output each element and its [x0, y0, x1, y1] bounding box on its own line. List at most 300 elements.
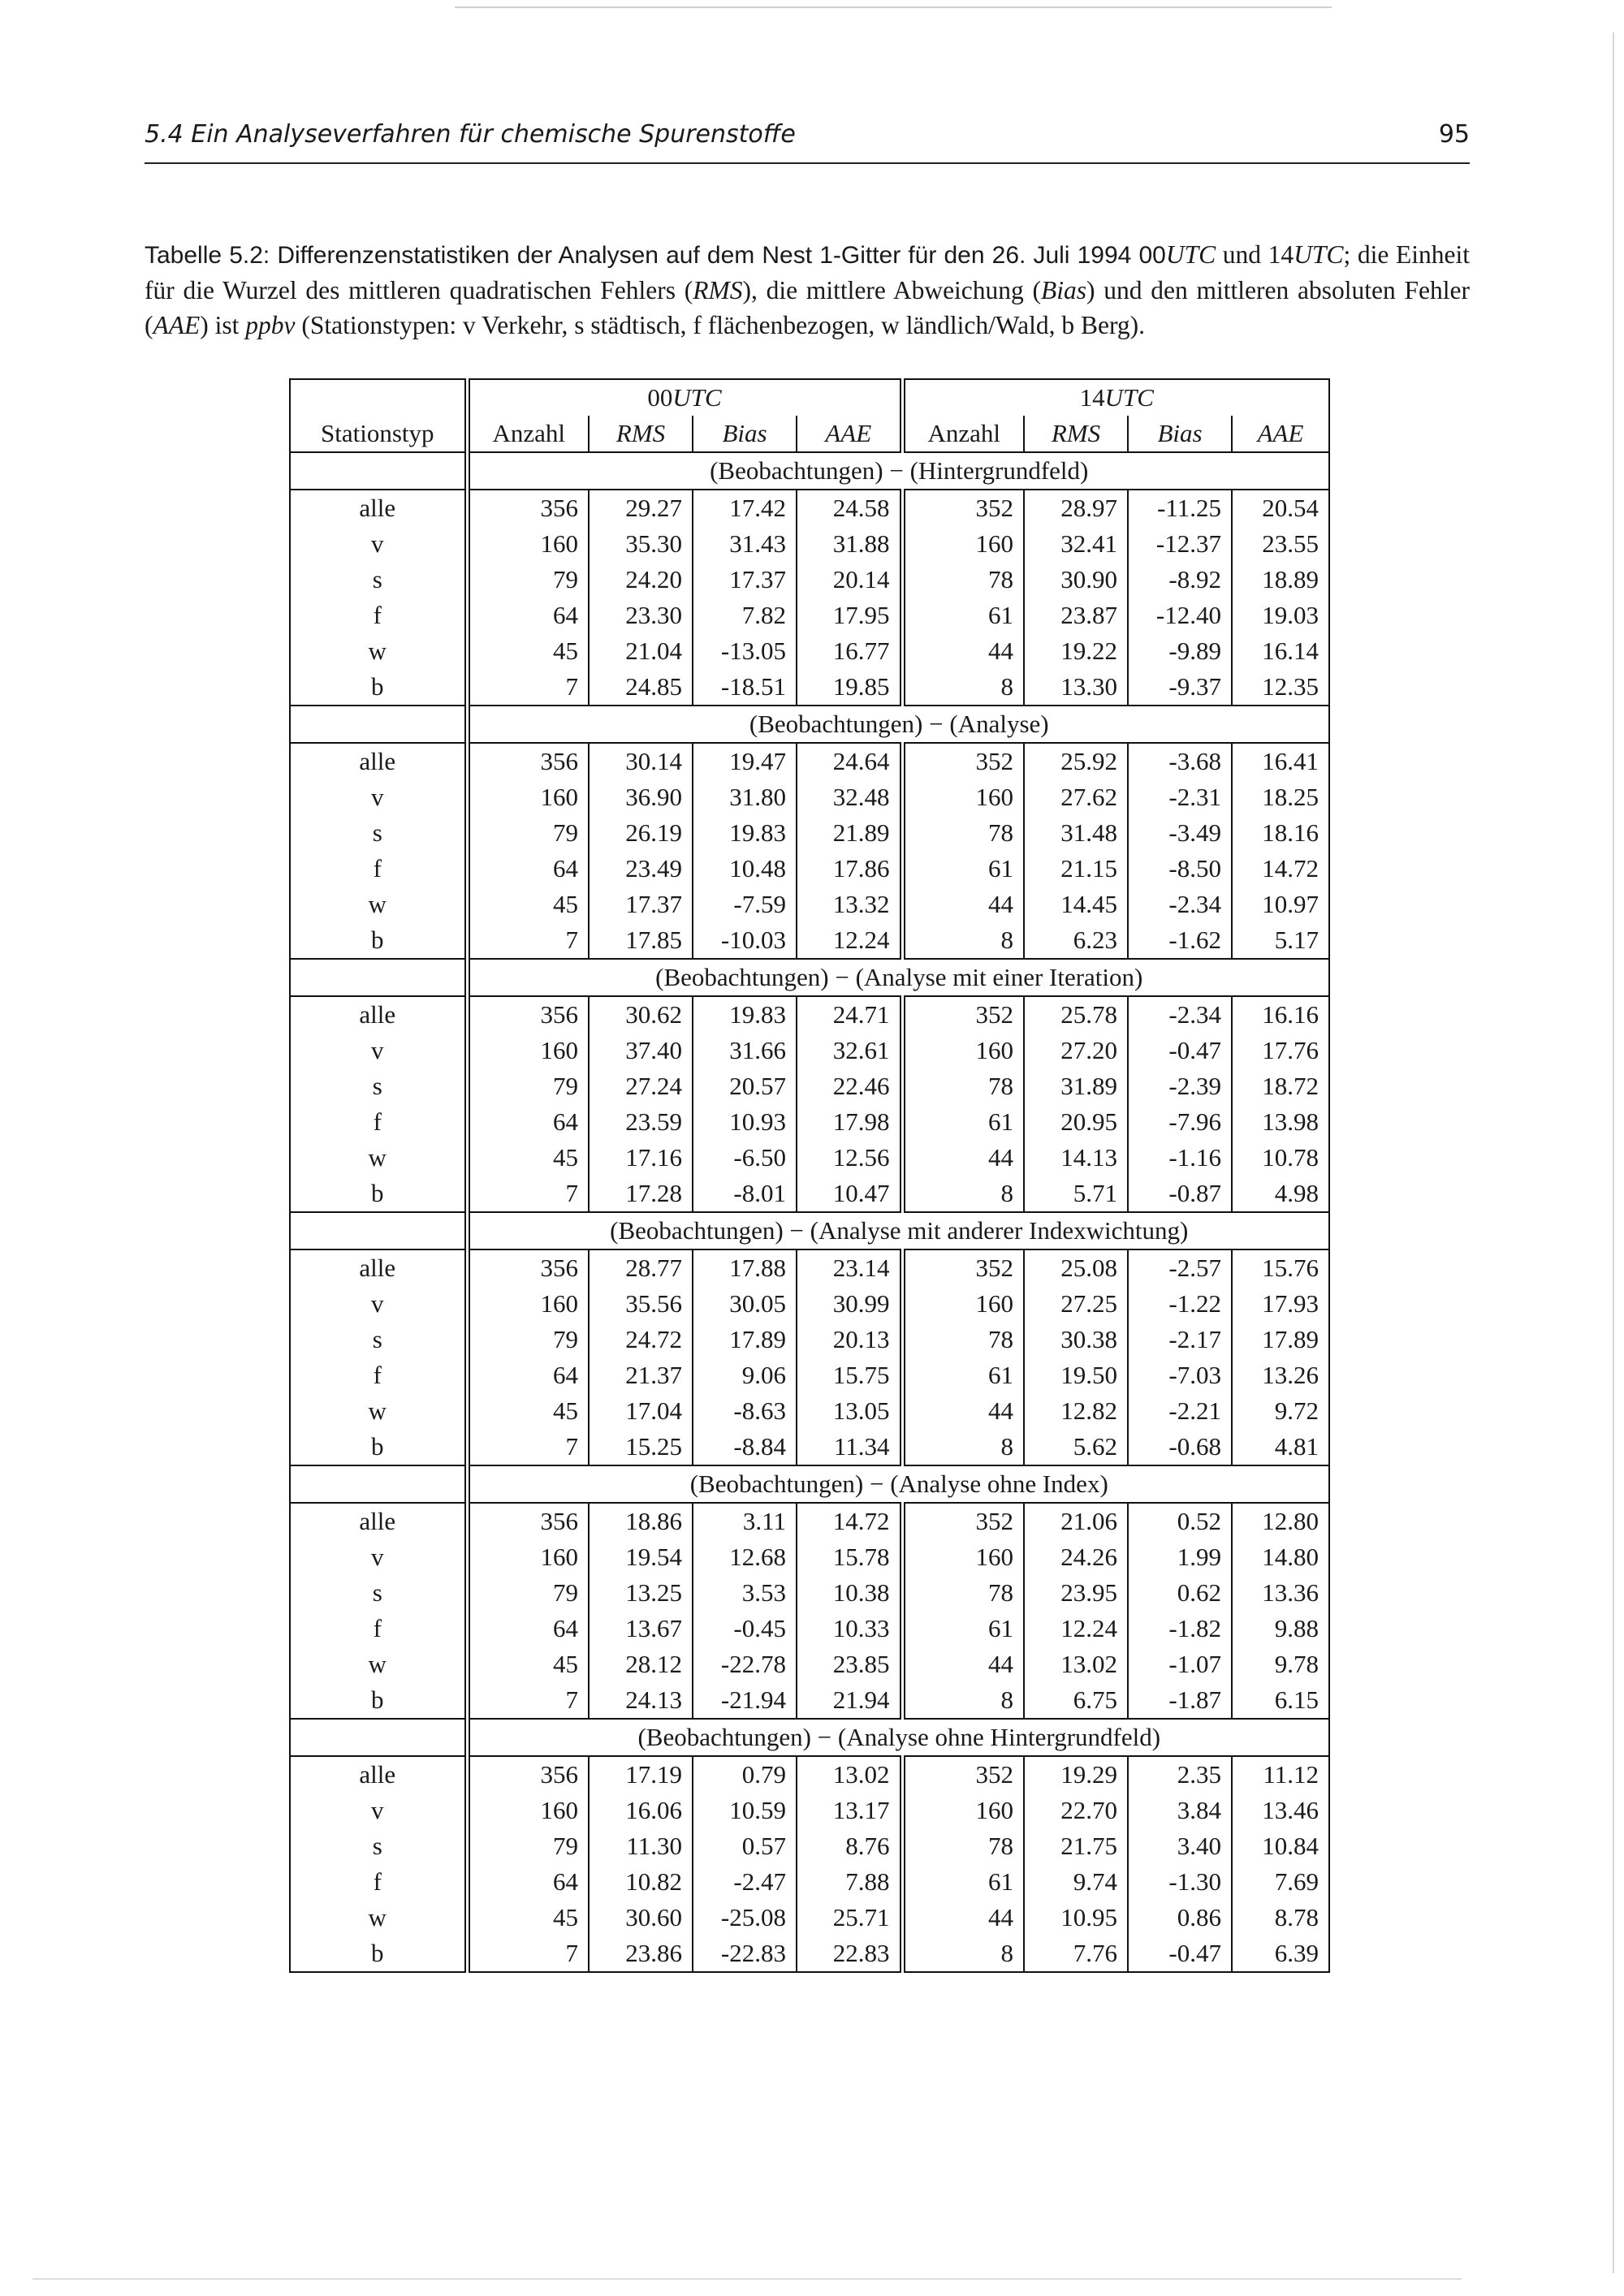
- anzahl-cell: 44: [902, 1393, 1024, 1429]
- section-title: (Beobachtungen) − (Analyse mit anderer Indexwichtung): [467, 1212, 1329, 1249]
- bias-cell: -0.47: [1128, 1936, 1232, 1972]
- anzahl-cell: 79: [467, 1828, 589, 1864]
- bias-cell: 3.11: [693, 1503, 797, 1539]
- rms-cell: 18.86: [589, 1503, 693, 1539]
- table-row: [290, 598, 1329, 633]
- anzahl-cell: 356: [467, 743, 589, 779]
- aae-cell: 17.89: [1232, 1322, 1329, 1357]
- running-head: [145, 120, 1470, 164]
- table-row: [290, 669, 1329, 706]
- table-row: [290, 1286, 1329, 1322]
- aae-cell: 13.17: [797, 1793, 902, 1828]
- anzahl-cell: 352: [902, 743, 1024, 779]
- rms-cell: 14.13: [1024, 1140, 1128, 1176]
- rms-cell: 28.77: [589, 1249, 693, 1286]
- rms-cell: 7.76: [1024, 1936, 1128, 1972]
- bias-cell: 2.35: [1128, 1756, 1232, 1793]
- anzahl-cell: 356: [467, 490, 589, 526]
- station-type-cell: v: [290, 1539, 467, 1575]
- aae-cell: 13.98: [1232, 1104, 1329, 1140]
- caption-unit: ppbv: [245, 311, 296, 339]
- rms-cell: 13.25: [589, 1575, 693, 1611]
- section-title: (Beobachtungen) − (Analyse ohne Index): [467, 1465, 1329, 1503]
- anzahl-cell: 352: [902, 1756, 1024, 1793]
- rms-cell: 17.04: [589, 1393, 693, 1429]
- station-type-cell: f: [290, 1357, 467, 1393]
- table-row: [290, 1611, 1329, 1646]
- station-type-cell: f: [290, 1104, 467, 1140]
- bias-cell: -7.59: [693, 887, 797, 922]
- bias-cell: 9.06: [693, 1357, 797, 1393]
- station-type-cell: b: [290, 1429, 467, 1465]
- bias-cell: -8.50: [1128, 851, 1232, 887]
- bias-cell: 1.99: [1128, 1539, 1232, 1575]
- aae-cell: 11.12: [1232, 1756, 1329, 1793]
- anzahl-cell: 7: [467, 669, 589, 706]
- anzahl-cell: 160: [467, 1539, 589, 1575]
- bias-cell: -1.82: [1128, 1611, 1232, 1646]
- aae-cell: 12.56: [797, 1140, 902, 1176]
- aae-cell: 23.55: [1232, 526, 1329, 562]
- rms-cell: 17.85: [589, 922, 693, 959]
- table-row: [290, 1429, 1329, 1465]
- section-blank: [290, 1719, 467, 1756]
- anzahl-cell: 61: [902, 851, 1024, 887]
- header-blank: [290, 379, 467, 416]
- aae-cell: 15.78: [797, 1539, 902, 1575]
- rms-cell: 23.59: [589, 1104, 693, 1140]
- anzahl-cell: 79: [467, 1068, 589, 1104]
- aae-cell: 6.39: [1232, 1936, 1329, 1972]
- scan-artifact: [32, 2278, 1462, 2280]
- bias-cell: 12.68: [693, 1539, 797, 1575]
- bias-cell: 7.82: [693, 598, 797, 633]
- section-blank: [290, 1212, 467, 1249]
- aae-cell: 17.86: [797, 851, 902, 887]
- rms-cell: 24.20: [589, 562, 693, 598]
- aae-cell: 17.93: [1232, 1286, 1329, 1322]
- anzahl-cell: 78: [902, 1068, 1024, 1104]
- aae-cell: 32.61: [797, 1033, 902, 1068]
- bias-cell: -2.47: [693, 1864, 797, 1900]
- station-type-cell: v: [290, 1033, 467, 1068]
- bias-cell: 17.89: [693, 1322, 797, 1357]
- aae-cell: 22.46: [797, 1068, 902, 1104]
- rms-cell: 6.75: [1024, 1682, 1128, 1719]
- bias-cell: -8.63: [693, 1393, 797, 1429]
- rms-cell: 28.97: [1024, 490, 1128, 526]
- table-row: [290, 1033, 1329, 1068]
- table-row: [290, 1682, 1329, 1719]
- rms-cell: 28.12: [589, 1646, 693, 1682]
- rms-cell: 37.40: [589, 1033, 693, 1068]
- rms-cell: 32.41: [1024, 526, 1128, 562]
- station-type-cell: alle: [290, 996, 467, 1033]
- anzahl-cell: 78: [902, 562, 1024, 598]
- table-caption: [145, 237, 1470, 343]
- station-type-cell: v: [290, 779, 467, 815]
- caption-text: (Stationstypen: v Verkehr, s städtisch, f flächenbezogen, w ländlich/Wald, b Berg).: [295, 311, 1146, 339]
- aae-cell: 12.24: [797, 922, 902, 959]
- anzahl-cell: 8: [902, 1429, 1024, 1465]
- table-row: [290, 490, 1329, 526]
- aae-cell: 22.83: [797, 1936, 902, 1972]
- bias-cell: -12.37: [1128, 526, 1232, 562]
- bias-cell: -2.34: [1128, 996, 1232, 1033]
- anzahl-cell: 160: [902, 779, 1024, 815]
- rms-cell: 20.95: [1024, 1104, 1128, 1140]
- aae-cell: 16.77: [797, 633, 902, 669]
- aae-cell: 16.41: [1232, 743, 1329, 779]
- section-header-row: [290, 1212, 1329, 1249]
- aae-cell: 20.14: [797, 562, 902, 598]
- anzahl-cell: 61: [902, 1104, 1024, 1140]
- anzahl-cell: 44: [902, 1900, 1024, 1936]
- rms-cell: 30.62: [589, 996, 693, 1033]
- bias-cell: 30.05: [693, 1286, 797, 1322]
- rms-cell: 5.71: [1024, 1176, 1128, 1212]
- rms-cell: 30.38: [1024, 1322, 1128, 1357]
- anzahl-cell: 356: [467, 996, 589, 1033]
- scan-artifact: [455, 6, 1332, 8]
- anzahl-cell: 7: [467, 1176, 589, 1212]
- station-type-cell: v: [290, 1286, 467, 1322]
- anzahl-cell: 78: [902, 815, 1024, 851]
- table-row: [290, 1900, 1329, 1936]
- aae-cell: 12.35: [1232, 669, 1329, 706]
- bias-cell: -2.57: [1128, 1249, 1232, 1286]
- aae-cell: 10.33: [797, 1611, 902, 1646]
- bias-cell: -0.47: [1128, 1033, 1232, 1068]
- anzahl-cell: 352: [902, 490, 1024, 526]
- bias-cell: -22.78: [693, 1646, 797, 1682]
- aae-cell: 4.81: [1232, 1429, 1329, 1465]
- aae-cell: 25.71: [797, 1900, 902, 1936]
- bias-cell: -7.96: [1128, 1104, 1232, 1140]
- header-group-row: [290, 379, 1329, 416]
- rms-cell: 10.95: [1024, 1900, 1128, 1936]
- bias-cell: -8.84: [693, 1429, 797, 1465]
- aae-cell: 24.71: [797, 996, 902, 1033]
- aae-cell: 18.16: [1232, 815, 1329, 851]
- header-bias: Bias: [693, 416, 797, 452]
- bias-cell: 20.57: [693, 1068, 797, 1104]
- aae-cell: 4.98: [1232, 1176, 1329, 1212]
- aae-cell: 7.88: [797, 1864, 902, 1900]
- anzahl-cell: 79: [467, 815, 589, 851]
- table-row: [290, 996, 1329, 1033]
- anzahl-cell: 45: [467, 633, 589, 669]
- anzahl-cell: 160: [902, 1286, 1024, 1322]
- anzahl-cell: 160: [902, 526, 1024, 562]
- station-type-cell: f: [290, 598, 467, 633]
- bias-cell: -11.25: [1128, 490, 1232, 526]
- aae-cell: 18.25: [1232, 779, 1329, 815]
- rms-cell: 26.19: [589, 815, 693, 851]
- table-row: [290, 526, 1329, 562]
- rms-cell: 24.85: [589, 669, 693, 706]
- rms-cell: 27.25: [1024, 1286, 1128, 1322]
- rms-cell: 23.95: [1024, 1575, 1128, 1611]
- rms-cell: 35.30: [589, 526, 693, 562]
- anzahl-cell: 356: [467, 1756, 589, 1793]
- rms-cell: 10.82: [589, 1864, 693, 1900]
- table-row: [290, 887, 1329, 922]
- bias-cell: -0.45: [693, 1611, 797, 1646]
- header-anzahl: Anzahl: [902, 416, 1024, 452]
- anzahl-cell: 79: [467, 1322, 589, 1357]
- table-row: [290, 1864, 1329, 1900]
- section-header-row: [290, 959, 1329, 996]
- rms-cell: 15.25: [589, 1429, 693, 1465]
- bias-cell: -0.87: [1128, 1176, 1232, 1212]
- aae-cell: 14.80: [1232, 1539, 1329, 1575]
- anzahl-cell: 61: [902, 598, 1024, 633]
- table-row: [290, 1393, 1329, 1429]
- anzahl-cell: 45: [467, 1900, 589, 1936]
- rms-cell: 19.54: [589, 1539, 693, 1575]
- caption-utc: UTC: [1165, 240, 1216, 269]
- anzahl-cell: 352: [902, 996, 1024, 1033]
- bias-cell: 0.62: [1128, 1575, 1232, 1611]
- table-row: [290, 1646, 1329, 1682]
- station-type-cell: w: [290, 1646, 467, 1682]
- anzahl-cell: 79: [467, 562, 589, 598]
- rms-cell: 25.92: [1024, 743, 1128, 779]
- anzahl-cell: 64: [467, 598, 589, 633]
- station-type-cell: v: [290, 526, 467, 562]
- bias-cell: 3.53: [693, 1575, 797, 1611]
- rms-cell: 9.74: [1024, 1864, 1128, 1900]
- group-utc: UTC: [1104, 383, 1154, 412]
- caption-text: ) ist: [200, 311, 246, 339]
- rms-cell: 24.26: [1024, 1539, 1128, 1575]
- bias-cell: -22.83: [693, 1936, 797, 1972]
- bias-cell: -25.08: [693, 1900, 797, 1936]
- aae-cell: 10.78: [1232, 1140, 1329, 1176]
- table-row: [290, 633, 1329, 669]
- rms-cell: 19.29: [1024, 1756, 1128, 1793]
- bias-cell: 17.37: [693, 562, 797, 598]
- aae-cell: 21.94: [797, 1682, 902, 1719]
- anzahl-cell: 64: [467, 1864, 589, 1900]
- rms-cell: 13.02: [1024, 1646, 1128, 1682]
- rms-cell: 13.67: [589, 1611, 693, 1646]
- aae-cell: 10.47: [797, 1176, 902, 1212]
- aae-cell: 13.36: [1232, 1575, 1329, 1611]
- section-blank: [290, 706, 467, 743]
- rms-cell: 30.60: [589, 1900, 693, 1936]
- aae-cell: 13.32: [797, 887, 902, 922]
- anzahl-cell: 160: [902, 1793, 1024, 1828]
- aae-cell: 30.99: [797, 1286, 902, 1322]
- caption-aae: AAE: [153, 311, 201, 339]
- anzahl-cell: 45: [467, 887, 589, 922]
- bias-cell: 0.57: [693, 1828, 797, 1864]
- table-row: [290, 1503, 1329, 1539]
- anzahl-cell: 8: [902, 922, 1024, 959]
- section-header-row: [290, 1719, 1329, 1756]
- anzahl-cell: 44: [902, 633, 1024, 669]
- anzahl-cell: 61: [902, 1611, 1024, 1646]
- caption-rms: RMS: [693, 276, 743, 304]
- bias-cell: -2.34: [1128, 887, 1232, 922]
- rms-cell: 17.28: [589, 1176, 693, 1212]
- table-row: [290, 1068, 1329, 1104]
- station-type-cell: s: [290, 1575, 467, 1611]
- aae-cell: 11.34: [797, 1429, 902, 1465]
- aae-cell: 8.76: [797, 1828, 902, 1864]
- rms-cell: 30.90: [1024, 562, 1128, 598]
- rms-cell: 21.04: [589, 633, 693, 669]
- table-row: [290, 562, 1329, 598]
- anzahl-cell: 78: [902, 1828, 1024, 1864]
- table-row: [290, 922, 1329, 959]
- caption-text: ), die mittlere Abweichung (: [742, 276, 1042, 304]
- header-rms: RMS: [1024, 416, 1128, 452]
- aae-cell: 23.14: [797, 1249, 902, 1286]
- aae-cell: 16.16: [1232, 996, 1329, 1033]
- station-type-cell: b: [290, 669, 467, 706]
- anzahl-cell: 79: [467, 1575, 589, 1611]
- header-aae: AAE: [1232, 416, 1329, 452]
- section-title: (Beobachtungen) − (Analyse): [467, 706, 1329, 743]
- table-row: [290, 1793, 1329, 1828]
- header-stationstyp: Stationstyp: [290, 416, 467, 452]
- bias-cell: 0.79: [693, 1756, 797, 1793]
- bias-cell: -12.40: [1128, 598, 1232, 633]
- station-type-cell: alle: [290, 1503, 467, 1539]
- table-row: [290, 1104, 1329, 1140]
- station-type-cell: s: [290, 1322, 467, 1357]
- section-title: (Beobachtungen) − (Analyse ohne Hintergrundfeld): [467, 1719, 1329, 1756]
- station-type-cell: s: [290, 815, 467, 851]
- anzahl-cell: 8: [902, 1936, 1024, 1972]
- bias-cell: -9.37: [1128, 669, 1232, 706]
- aae-cell: 15.75: [797, 1357, 902, 1393]
- station-type-cell: w: [290, 887, 467, 922]
- station-type-cell: w: [290, 633, 467, 669]
- aae-cell: 13.46: [1232, 1793, 1329, 1828]
- aae-cell: 19.03: [1232, 598, 1329, 633]
- anzahl-cell: 7: [467, 1682, 589, 1719]
- rms-cell: 17.16: [589, 1140, 693, 1176]
- table-row: [290, 1756, 1329, 1793]
- station-type-cell: s: [290, 1068, 467, 1104]
- section-title: 5.4 Ein Analyseverfahren für chemische Spurenstoffe: [145, 120, 796, 149]
- rms-cell: 5.62: [1024, 1429, 1128, 1465]
- rms-cell: 24.72: [589, 1322, 693, 1357]
- station-type-cell: f: [290, 851, 467, 887]
- station-type-cell: alle: [290, 1756, 467, 1793]
- bias-cell: -21.94: [693, 1682, 797, 1719]
- bias-cell: -2.31: [1128, 779, 1232, 815]
- anzahl-cell: 45: [467, 1393, 589, 1429]
- bias-cell: -9.89: [1128, 633, 1232, 669]
- aae-cell: 17.95: [797, 598, 902, 633]
- rms-cell: 27.24: [589, 1068, 693, 1104]
- caption-bias: Bias: [1041, 276, 1087, 304]
- aae-cell: 20.13: [797, 1322, 902, 1357]
- section-title: (Beobachtungen) − (Hintergrundfeld): [467, 452, 1329, 490]
- caption-text: ; die Einheit für die Wurzel des mittleren quadratischen Fehlers (: [145, 240, 1471, 304]
- aae-cell: 10.97: [1232, 887, 1329, 922]
- aae-cell: 18.89: [1232, 562, 1329, 598]
- rms-cell: 21.06: [1024, 1503, 1128, 1539]
- aae-cell: 8.78: [1232, 1900, 1329, 1936]
- anzahl-cell: 160: [467, 1033, 589, 1068]
- station-type-cell: s: [290, 1828, 467, 1864]
- aae-cell: 23.85: [797, 1646, 902, 1682]
- aae-cell: 14.72: [1232, 851, 1329, 887]
- bias-cell: -2.17: [1128, 1322, 1232, 1357]
- rms-cell: 23.30: [589, 598, 693, 633]
- bias-cell: -2.39: [1128, 1068, 1232, 1104]
- bias-cell: -18.51: [693, 669, 797, 706]
- header-group-00utc: [467, 379, 902, 416]
- aae-cell: 13.05: [797, 1393, 902, 1429]
- rms-cell: 12.24: [1024, 1611, 1128, 1646]
- anzahl-cell: 7: [467, 1429, 589, 1465]
- anzahl-cell: 160: [467, 1286, 589, 1322]
- rms-cell: 25.78: [1024, 996, 1128, 1033]
- aae-cell: 19.85: [797, 669, 902, 706]
- bias-cell: -1.22: [1128, 1286, 1232, 1322]
- bias-cell: -3.49: [1128, 815, 1232, 851]
- scan-artifact: [1613, 32, 1614, 2273]
- aae-cell: 7.69: [1232, 1864, 1329, 1900]
- bias-cell: -13.05: [693, 633, 797, 669]
- anzahl-cell: 78: [902, 1322, 1024, 1357]
- station-type-cell: alle: [290, 743, 467, 779]
- table-row: [290, 1936, 1329, 1972]
- anzahl-cell: 7: [467, 1936, 589, 1972]
- bias-cell: -0.68: [1128, 1429, 1232, 1465]
- bias-cell: -3.68: [1128, 743, 1232, 779]
- anzahl-cell: 44: [902, 887, 1024, 922]
- aae-cell: 18.72: [1232, 1068, 1329, 1104]
- aae-cell: 21.89: [797, 815, 902, 851]
- bias-cell: -8.92: [1128, 562, 1232, 598]
- anzahl-cell: 44: [902, 1140, 1024, 1176]
- bias-cell: 10.93: [693, 1104, 797, 1140]
- section-blank: [290, 959, 467, 996]
- table-row: [290, 1140, 1329, 1176]
- bias-cell: -1.62: [1128, 922, 1232, 959]
- section-header-row: [290, 706, 1329, 743]
- header-group-14utc: [902, 379, 1329, 416]
- aae-cell: 9.78: [1232, 1646, 1329, 1682]
- table-row: [290, 851, 1329, 887]
- anzahl-cell: 61: [902, 1357, 1024, 1393]
- station-type-cell: alle: [290, 490, 467, 526]
- group-utc: UTC: [672, 383, 722, 412]
- anzahl-cell: 64: [467, 851, 589, 887]
- rms-cell: 19.50: [1024, 1357, 1128, 1393]
- rms-cell: 13.30: [1024, 669, 1128, 706]
- header-bias: Bias: [1128, 416, 1232, 452]
- station-type-cell: f: [290, 1864, 467, 1900]
- bias-cell: 31.43: [693, 526, 797, 562]
- rms-cell: 17.37: [589, 887, 693, 922]
- anzahl-cell: 352: [902, 1503, 1024, 1539]
- station-type-cell: alle: [290, 1249, 467, 1286]
- rms-cell: 14.45: [1024, 887, 1128, 922]
- anzahl-cell: 44: [902, 1646, 1024, 1682]
- bias-cell: 19.83: [693, 996, 797, 1033]
- anzahl-cell: 160: [467, 526, 589, 562]
- anzahl-cell: 352: [902, 1249, 1024, 1286]
